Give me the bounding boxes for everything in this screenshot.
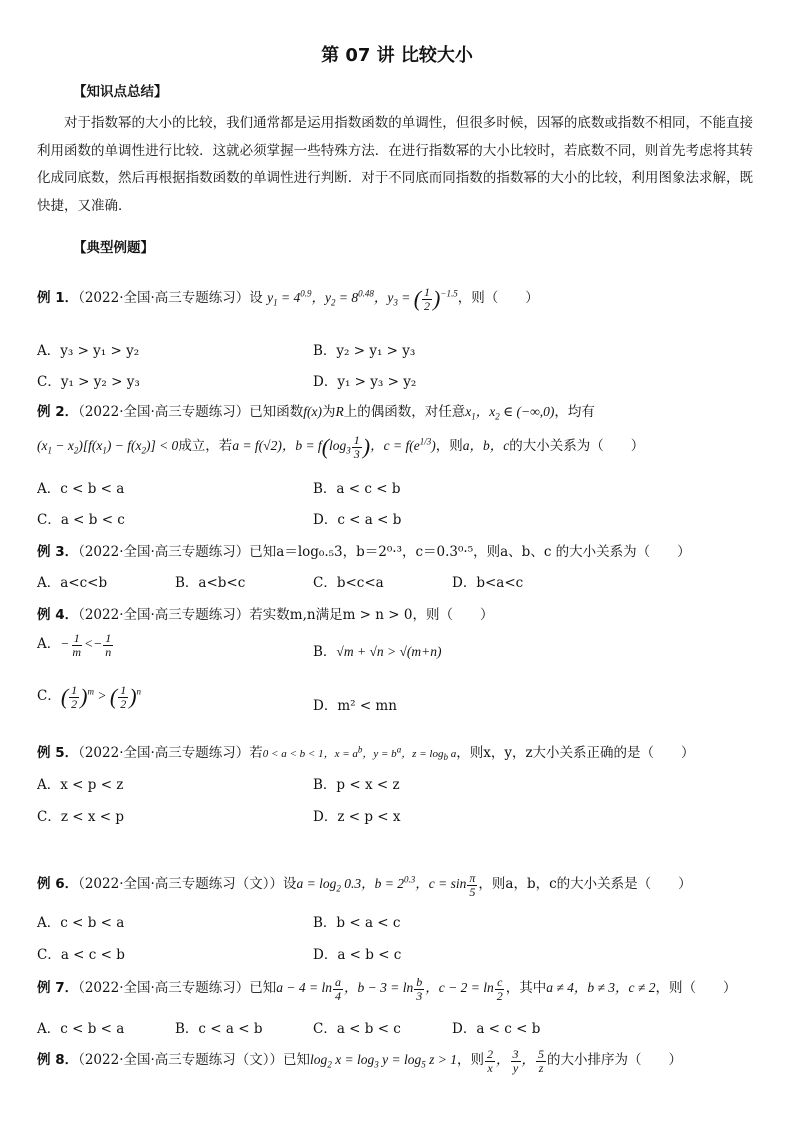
- q5-option-a[interactable]: A．x < p < z: [37, 777, 124, 793]
- question-3: 例 3．（2022·全国·高三专题练习）已知a＝log₀.₅3，b＝2⁰·³，c＝0.3⁰·⁵，则a、b、c 的大小关系为（ ）: [37, 544, 691, 560]
- q3-option-b[interactable]: B．a<b<c: [175, 575, 246, 591]
- q2-option-d[interactable]: D．c < a < b: [313, 512, 402, 528]
- page-title: 第 07 讲 比较大小: [321, 45, 473, 66]
- q4-option-b[interactable]: B．√m + √n > √(m+n): [313, 644, 442, 660]
- q2-option-a[interactable]: A．c < b < a: [37, 481, 125, 497]
- question-5: 例 5．（2022·全国·高三专题练习）若0 < a < b < 1，$x = a^b$，$y = b^a$，$z = \log_b a$，则x，y，z大小关系正确的是（ ）: [37, 744, 695, 763]
- summary-heading: 【知识点总结】: [73, 84, 168, 100]
- q6-option-d[interactable]: D．a < b < c: [313, 947, 402, 963]
- question-6: 例 6．（2022·全国·高三专题练习（文））设$a = \log_2 0.3$，$b = 2^{0.3}$，c = sin $\frac{\pi}{5}$ ，则a，b，c的大小关系是（ ）: [37, 871, 692, 899]
- q3-option-d[interactable]: D．b<a<c: [452, 575, 524, 591]
- q5-option-c[interactable]: C．z < x < p: [37, 809, 124, 825]
- summary-paragraph: 对于指数幂的大小的比较，我们通常都是运用指数函数的单调性，但很多时候，因幂的底数或指数不相同，不能直接利用函数的单调性进行比较．这就必须掌握一些特殊方法．在进行指数幂的大小比较时，若底数不同，则首先考虑将其转化成同底数，然后再根据指数函数的单调性进行判断．对于不同底而同指数的指数幂的大小的比较，利用图象法求解，既快捷，又准确．: [37, 115, 753, 214]
- q7-option-d[interactable]: D．a < c < b: [452, 1021, 541, 1037]
- q5-option-d[interactable]: D．z < p < x: [313, 809, 401, 825]
- question-1: 例 1．（2022·全国·高三专题练习）设 $y_1 = 4^{0.9}$，$y_2 = 8^{0.48}$，$y_3$ = ( $\frac{1}{2}$ )$^{-1.5}$，则（ ）: [37, 285, 539, 313]
- q6-option-c[interactable]: C．a < c < b: [37, 947, 125, 963]
- q4-option-a[interactable]: A．− $\frac{1}{m}$ <− $\frac{1}{n}$: [37, 631, 112, 659]
- examples-heading: 【典型例题】: [73, 240, 154, 256]
- question-8: 例 8．（2022·全国·高三专题练习（文））已知$\log_2 x = \log_3 y = \log_5 z > 1$，则 $\frac{2}{x}$ ， $\frac{3}{y}$ ， $\frac{5}{z}$ 的大小排序为（ ）: [37, 1047, 683, 1075]
- q1-option-b[interactable]: B．y₂ > y₁ > y₃: [313, 343, 416, 359]
- q1-option-c[interactable]: C．y₁ > y₂ > y₃: [37, 374, 140, 390]
- q7-option-a[interactable]: A．c < b < a: [37, 1021, 125, 1037]
- question-2-line-2: $(x_1 - x_2)[f(x_1) - f(x_2)] < 0$成立，若a = f(√2)，$b = f(\log_3$ $\frac{1}{3}$ )，$c = f(e^{1/3})$，则a，b，c的大小关系为（ ）: [37, 433, 645, 461]
- q3-option-a[interactable]: A．a<c<b: [37, 575, 108, 591]
- q5-option-b[interactable]: B．p < x < z: [313, 777, 400, 793]
- q1-option-a[interactable]: A．y₃ > y₁ > y₂: [37, 343, 140, 359]
- question-2: 例 2．（2022·全国·高三专题练习）已知函数f(x)为R上的偶函数，对任意$x_1$，$x_2$ ∈ (−∞,0)，均有: [37, 404, 595, 422]
- q1-option-d[interactable]: D．y₁ > y₃ > y₂: [313, 374, 417, 390]
- q4-option-c[interactable]: C．( $\frac{1}{2}$ )$^m$ > ( $\frac{1}{2}$ )$^n$: [37, 683, 142, 711]
- question-4: 例 4．（2022·全国·高三专题练习）若实数m,n满足m > n > 0，则（ ）: [37, 607, 494, 623]
- q6-option-a[interactable]: A．c < b < a: [37, 915, 125, 931]
- q6-option-b[interactable]: B．b < a < c: [313, 915, 401, 931]
- q4-option-d[interactable]: D．m² < mn: [313, 698, 397, 714]
- q2-option-c[interactable]: C．a < b < c: [37, 512, 125, 528]
- q2-option-b[interactable]: B．a < c < b: [313, 481, 401, 497]
- q3-option-c[interactable]: C．b<c<a: [313, 575, 384, 591]
- q7-option-c[interactable]: C．a < b < c: [313, 1021, 401, 1037]
- formula: $y_1 = 4^{0.9}$，$y_2 = 8^{0.48}$，$y_3$ = ( $\frac{1}{2}$ )$^{-1.5}$: [267, 285, 458, 313]
- question-7: 例 7．（2022·全国·高三专题练习）已知a − 4 = ln $\frac{a}{4}$ ，b − 3 = ln $\frac{b}{3}$ ，c − 2 = ln $\frac{c}{2}$ ，其中a ≠ 4，b ≠ 3，c ≠ 2，则（ ）: [37, 975, 737, 1003]
- q7-option-b[interactable]: B．c < a < b: [175, 1021, 263, 1037]
